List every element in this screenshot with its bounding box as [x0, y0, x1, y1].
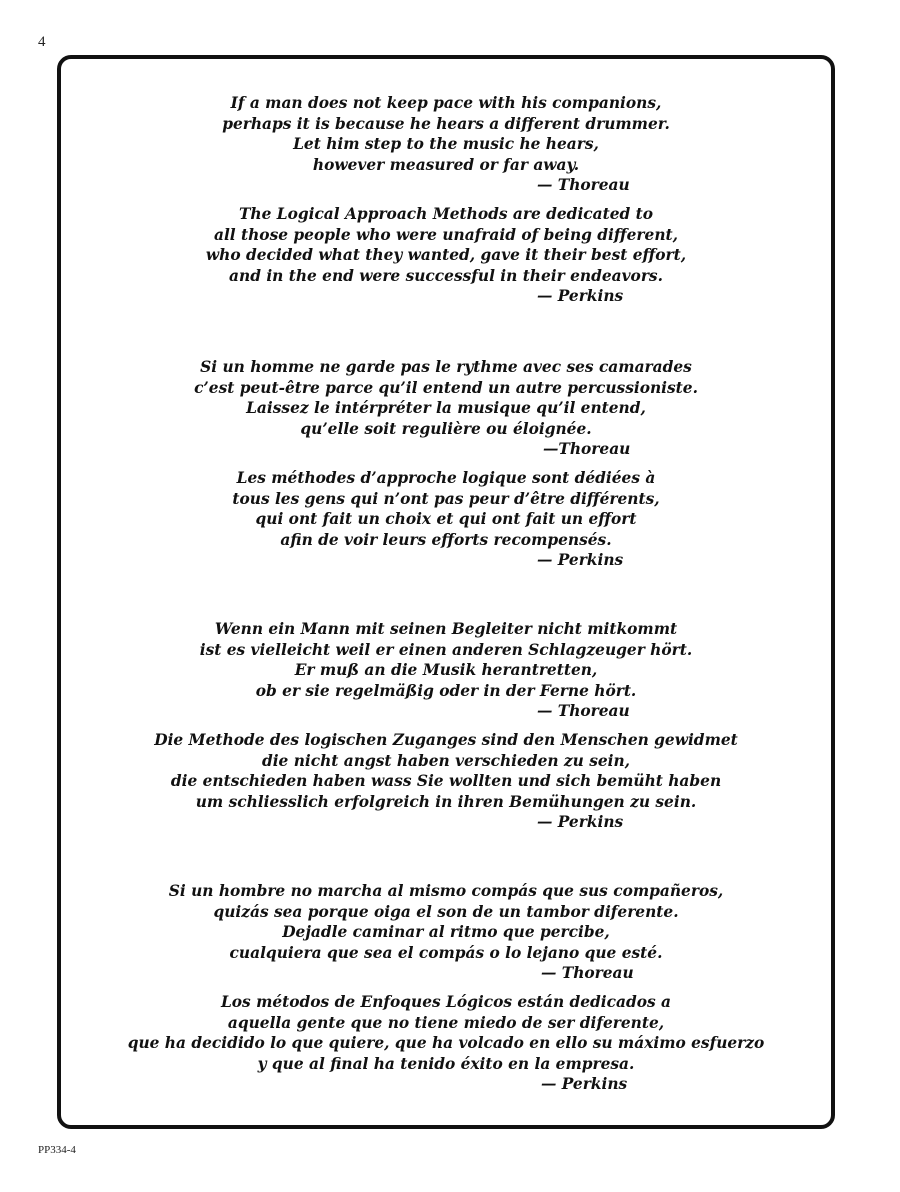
perkins-dedication: [61, 468, 831, 550]
page-number: 4: [38, 34, 46, 50]
quote-line: die nicht angst haben verschieden zu sein,: [261, 751, 631, 770]
quote-line: The Logical Approach Methods are dedicated to: [238, 204, 654, 223]
quote-line: perhaps it is because he hears a different drummer.: [222, 114, 670, 133]
perkins-dedication: [61, 204, 831, 286]
quote-line: Dejadle caminar al ritmo que percibe,: [282, 923, 610, 942]
quote-line: ob er sie regelmäßig oder in der Ferne hört.: [255, 681, 637, 700]
perkins-attribution: — Perkins: [537, 813, 624, 832]
quote-line: Let him step to the music he hears,: [293, 135, 599, 154]
quote-line: Si un hombre no marcha al mismo compás que sus compañeros,: [168, 882, 724, 900]
quote-line: all those people who were unafraid of being different,: [213, 225, 678, 244]
thoreau-attribution: —Thoreau: [543, 440, 631, 459]
section-german: [61, 619, 831, 833]
quote-line: Er muß an die Musik herantretten,: [294, 661, 598, 680]
thoreau-quote: [61, 357, 831, 439]
quote-line: Die Methode des logischen Zuganges sind den Menschen gewidmet: [154, 730, 738, 749]
quote-line: die entschieden haben wass Sie wollten und sich bemüht haben: [170, 772, 722, 791]
section-english: [61, 93, 831, 307]
quote-line: quizás sea porque oiga el son de un tambor diferente.: [213, 902, 679, 921]
quote-line: and in the end were successful in their endeavors.: [229, 266, 663, 285]
quote-line: aquella gente que no tiene miedo de ser diferente,: [227, 1013, 665, 1032]
perkins-attribution: — Perkins: [537, 287, 624, 306]
thoreau-quote: [61, 881, 831, 963]
perkins-attribution: — Perkins: [537, 551, 624, 570]
quote-line: qui ont fait un choix et qui ont fait un effort: [255, 510, 637, 529]
section-spanish: [61, 881, 831, 1095]
quote-line: ist es vielleicht weil er einen anderen Schlagzeuger hört.: [199, 640, 693, 659]
thoreau-attribution: — Thoreau: [537, 176, 630, 195]
quote-line: y que al final ha tenido éxito en la empresa.: [257, 1054, 635, 1073]
product-code: PP334-4: [38, 1144, 76, 1156]
quote-line: Laissez le intérpréter la musique qu’il entend,: [246, 399, 646, 418]
quote-line: afin de voir leurs efforts recompensés.: [280, 530, 612, 549]
quote-line: who decided what they wanted, gave it their best effort,: [205, 246, 687, 265]
thoreau-attribution: — Thoreau: [541, 964, 634, 983]
thoreau-quote: [61, 93, 831, 175]
quote-line: Si un homme ne garde pas le rythme avec ses camarades: [200, 358, 692, 376]
perkins-dedication: [61, 730, 831, 812]
quote-line: however measured or far away.: [312, 155, 580, 174]
perkins-dedication: [61, 992, 831, 1074]
section-french: [61, 357, 831, 571]
quote-line: Les méthodes d’approche logique sont dédiées à: [236, 468, 656, 487]
thoreau-attribution: — Thoreau: [537, 702, 630, 721]
quote-line: If a man does not keep pace with his companions,: [230, 94, 662, 112]
quote-line: Los métodos de Enfoques Lógicos están dedicados a: [220, 992, 672, 1011]
quote-line: que ha decidido lo que quiere, que ha volcado en ello su máximo esfuerzo: [127, 1034, 765, 1053]
quote-line: um schliesslich erfolgreich in ihren Bemühungen zu sein.: [195, 792, 697, 811]
thoreau-quote: [61, 619, 831, 701]
quote-line: qu’elle soit regulière ou éloignée.: [300, 419, 592, 438]
quote-line: c’est peut-être parce qu’il entend un autre percussioniste.: [194, 378, 698, 397]
quote-line: Wenn ein Mann mit seinen Begleiter nicht mitkommt: [214, 620, 678, 638]
quote-line: cualquiera que sea el compás o lo lejano que esté.: [229, 943, 663, 962]
quote-line: tous les gens qui n’ont pas peur d’être différents,: [232, 489, 660, 508]
perkins-attribution: — Perkins: [541, 1075, 628, 1094]
